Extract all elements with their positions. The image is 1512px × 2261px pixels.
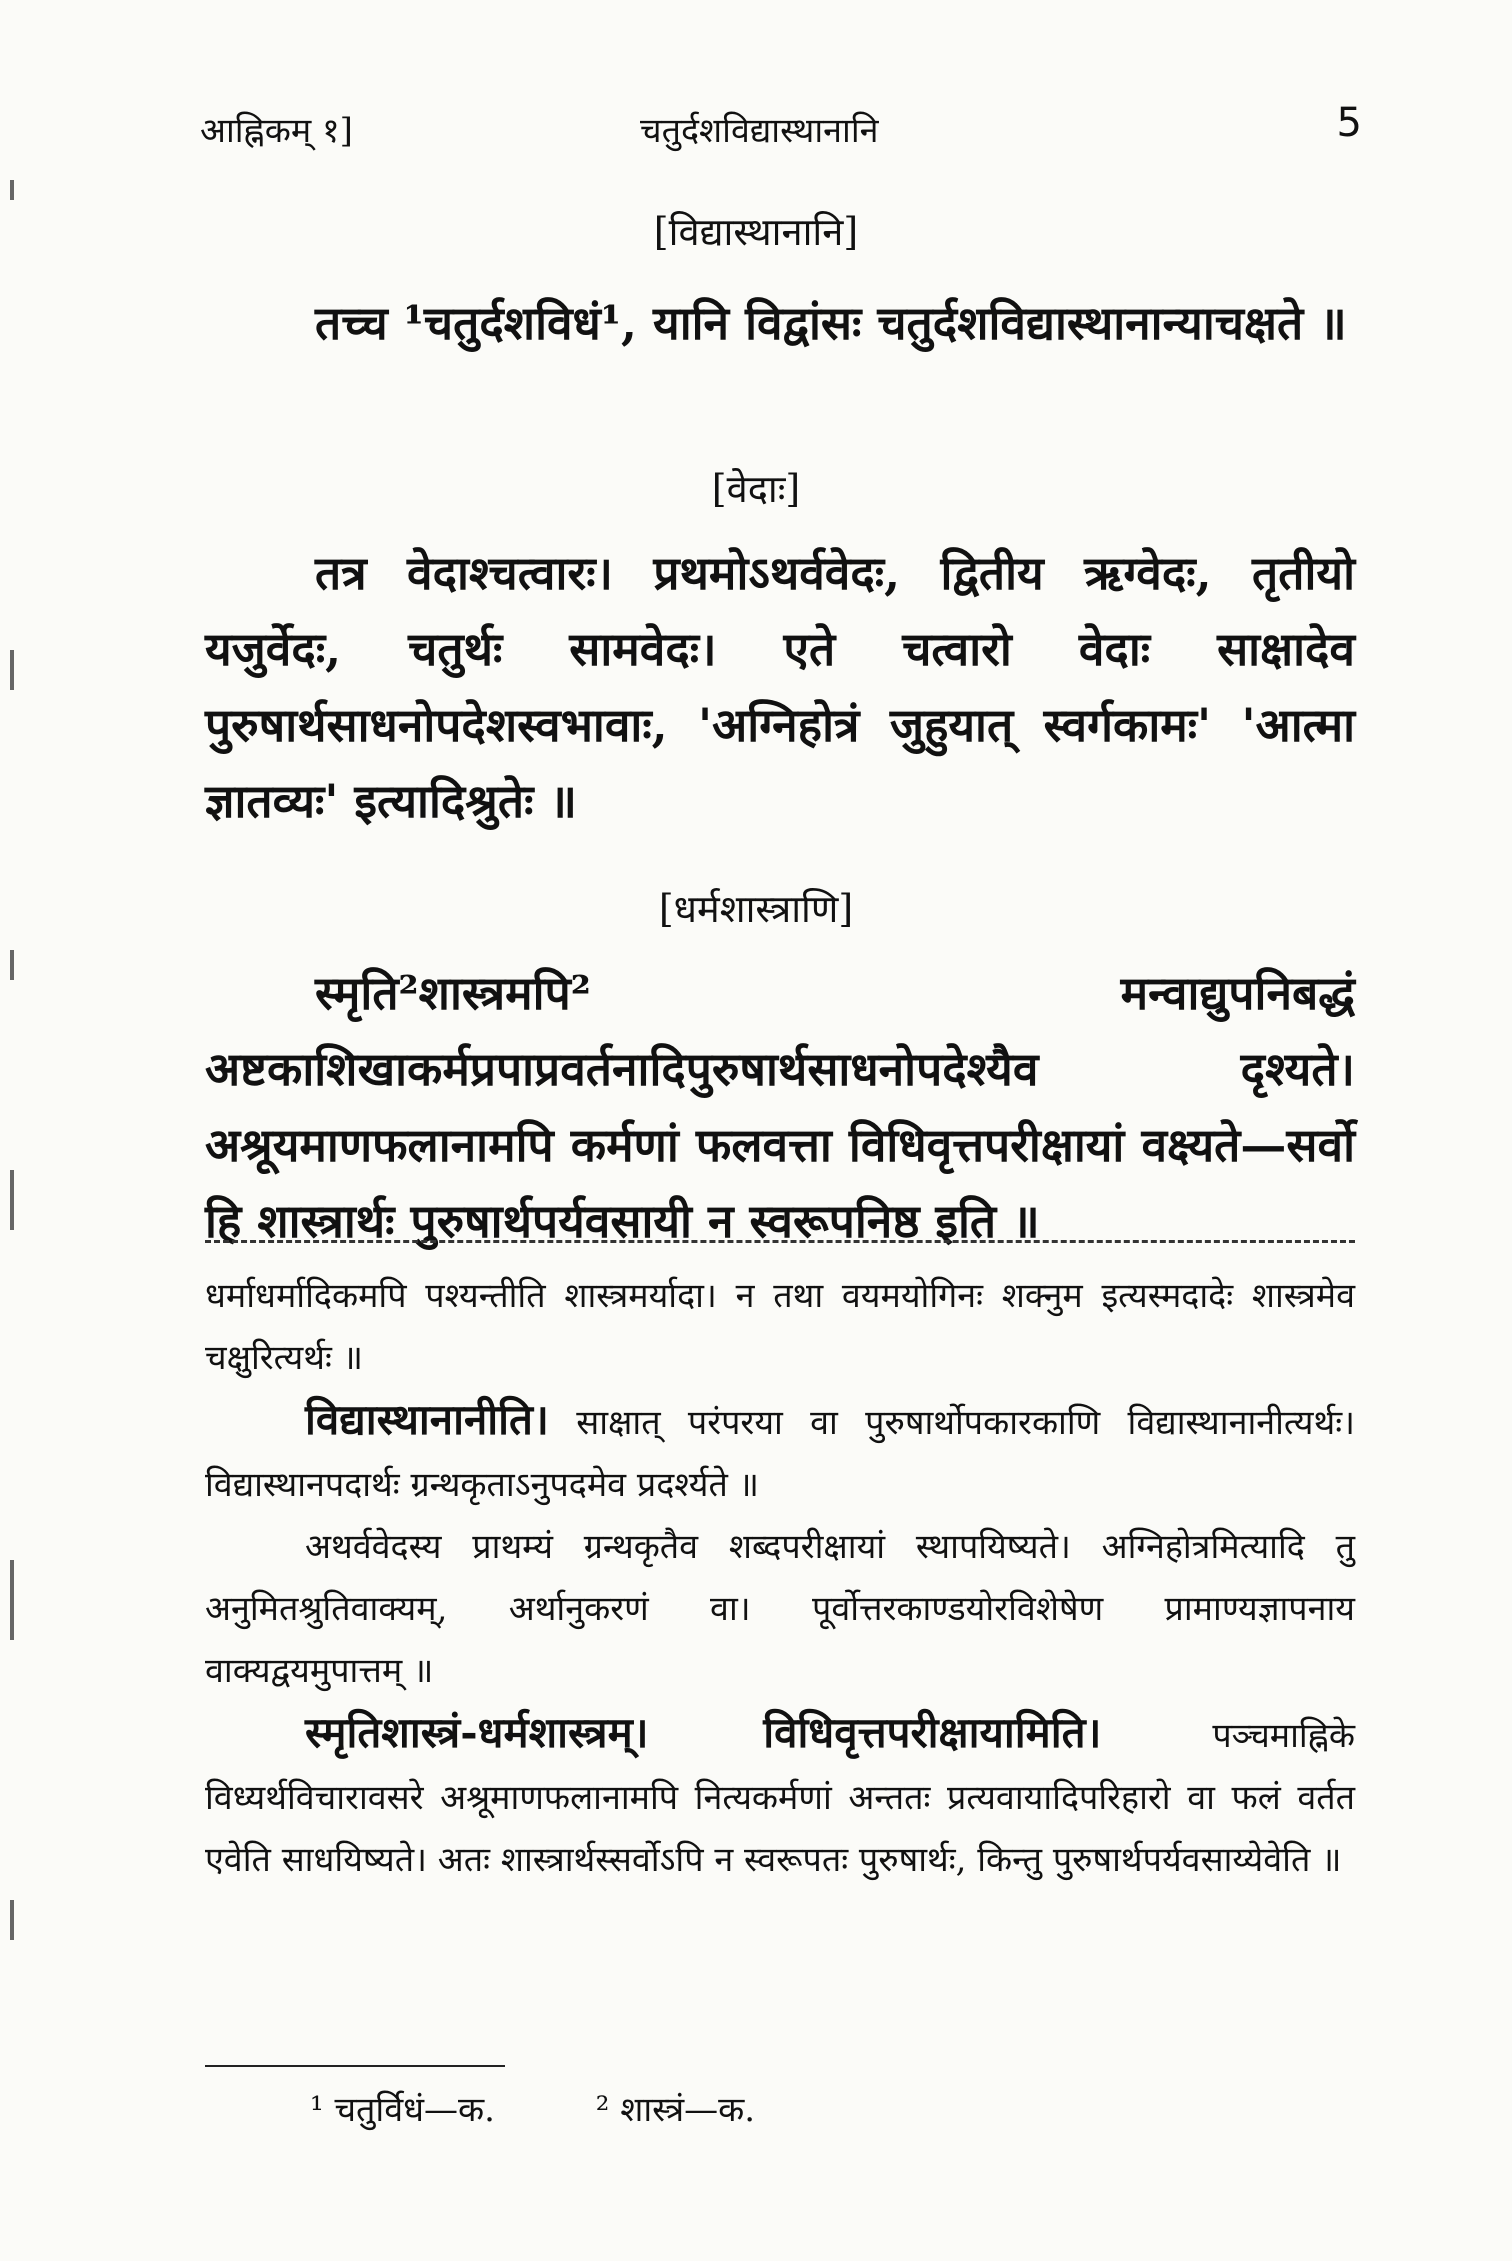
heading-text: [वेदाः] bbox=[711, 467, 801, 511]
footnote-1: ¹ चतुर्विधं—क. bbox=[310, 2090, 495, 2130]
text-commentary-divider bbox=[205, 1240, 1355, 1243]
commentary-paragraph bbox=[205, 1702, 1355, 1891]
commentary-lemma: विद्यास्थानानीति। bbox=[305, 1395, 549, 1444]
commentary-text: साक्षात् परंपरया वा पुरुषार्थोपकारकाणि विद्यास्थानानीत्यर्थः। विद्यास्थानपदार्थः ग्रन्थकृताऽनुपदमेव प्रदर्श्यते ॥ bbox=[205, 1403, 1355, 1505]
commentary-paragraph bbox=[205, 1389, 1355, 1516]
commentary-paragraph: धर्माधर्मादिकमपि पश्यन्तीति शास्त्रमर्यादा। न तथा वयमयोगिनः शक्नुम इत्यस्मदादेः शास्त्रमेव चक्षुरित्यर्थः ॥ bbox=[205, 1276, 1355, 1378]
running-head-left: आह्निकम् १] bbox=[200, 111, 353, 151]
commentary-text: पञ्चमाह्निके विध्यर्थविचारावसरे अश्रूमाणफलानामपि नित्यकर्मणां अन्ततः प्रत्यवायादिपरिहारो वा फलं वर्तत एवेति साधयिष्यते। अतः शास्त्रार्थस्सर्वोऽपि न स्वरूपतः पुरुषार्थः, किन्तु पुरुषार्थपर्यवसाय्येवेति ॥ bbox=[205, 1716, 1355, 1880]
main-text-block-2 bbox=[205, 535, 1355, 839]
footnote-2: ² शास्त्रं—क. bbox=[595, 2090, 756, 2130]
commentary-block bbox=[205, 1265, 1355, 1891]
footnotes bbox=[310, 2085, 845, 2131]
section-heading-vedah bbox=[0, 462, 1512, 514]
section-heading-dharmashastrani bbox=[0, 882, 1512, 934]
main-text-block-1 bbox=[205, 285, 1355, 361]
running-head-title: चतुर्दशविद्यास्थानानि bbox=[640, 111, 879, 151]
heading-text: [धर्मशास्त्राणि] bbox=[658, 887, 854, 931]
main-paragraph: स्मृति²शास्त्रमपि² मन्वाद्युपनिबद्धं अष्टकाशिखाकर्मप्रपाप्रवर्तनादिपुरुषार्थसाधनोपदेश्यैव दृश्यते। अश्रूयमाणफलानामपि कर्मणां फलवत्ता विधिवृत्तपरीक्षायां वक्ष्यते—सर्वो हि शास्त्रार्थः पुरुषार्थपर्यवसायी न स्वरूपनिष्ठ इति ॥ bbox=[205, 966, 1355, 1248]
section-heading-vidyasthanani bbox=[0, 205, 1512, 257]
main-paragraph: तच्च ¹चतुर्दशविधं¹, यानि विद्वांसः चतुर्दशविद्यास्थानान्याचक्षते ॥ bbox=[315, 296, 1347, 350]
main-text-block-3 bbox=[205, 955, 1355, 1259]
scan-margin-marks bbox=[6, 0, 26, 2261]
running-head bbox=[200, 100, 1362, 160]
heading-text: [विद्यास्थानानि] bbox=[653, 210, 859, 254]
commentary-paragraph: अथर्ववेदस्य प्राथम्यं ग्रन्थकृतैव शब्दपरीक्षायां स्थापयिष्यते। अग्निहोत्रमित्यादि तु अनुमितश्रुतिवाक्यम्, अर्थानुकरणं वा। पूर्वोत्तरकाण्डयोरविशेषेण प्रामाण्यज्ञापनाय वाक्यद्वयमुपात्तम् ॥ bbox=[205, 1527, 1355, 1691]
main-paragraph: तत्र वेदाश्चत्वारः। प्रथमोऽथर्ववेदः, द्वितीय ऋग्वेदः, तृतीयो यजुर्वेदः, चतुर्थः सामवेदः। एते चत्वारो वेदाः साक्षादेव पुरुषार्थसाधनोपदेशस्वभावाः, 'अग्निहोत्रं जुहुयात् स्वर्गकामः' 'आत्मा ज्ञातव्यः' इत्यादिश्रुतेः ॥ bbox=[205, 546, 1355, 828]
footnote-rule bbox=[205, 2065, 505, 2067]
page-number: 5 bbox=[1336, 100, 1362, 146]
commentary-lemma: स्मृतिशास्त्रं-धर्मशास्त्रम्। विधिवृत्तपरीक्षायामिति। bbox=[305, 1708, 1102, 1757]
